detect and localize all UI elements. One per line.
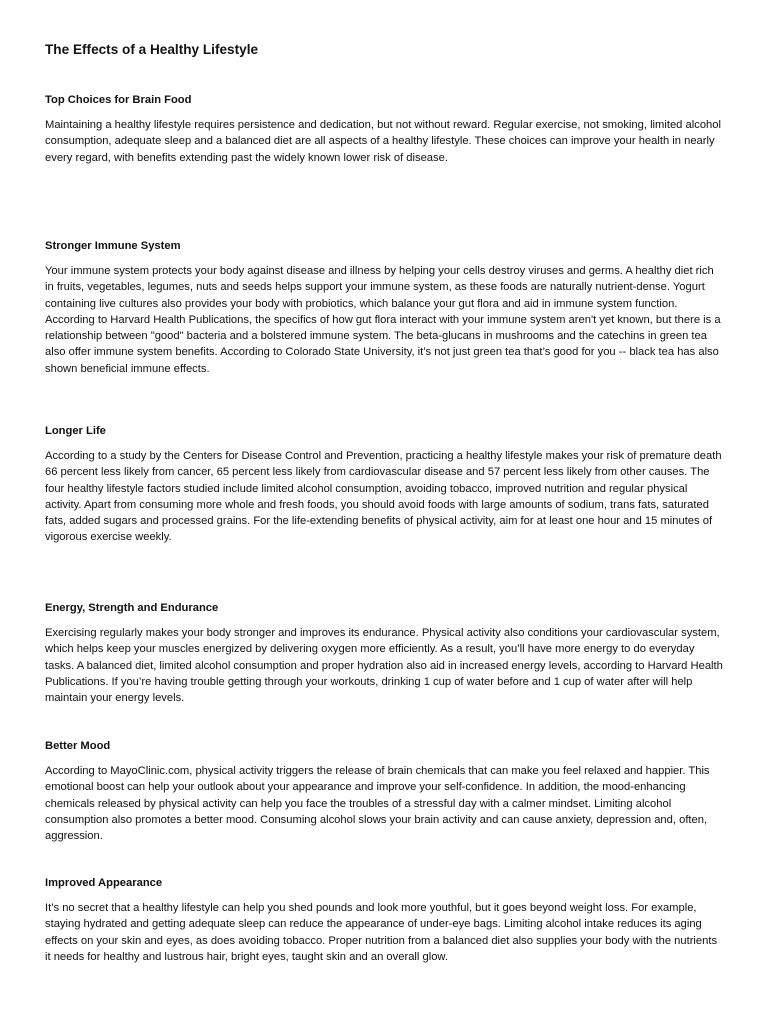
document-title: The Effects of a Healthy Lifestyle xyxy=(45,42,259,57)
section-immune-system xyxy=(45,238,725,377)
section-paragraph: According to MayoClinic.com, physical activity triggers the release of brain chemicals that can make you feel relaxed and happier. This emotional boost can help your outlook about your appearance and improve your self-confidence. In addition, the mood-enhancing chemicals released by physical activity can help you face the troubles of a stressful day with a calmer mindset. Limiting alcohol consumption also promotes a better mood. Consuming alcohol slows your brain activity and can cause anxiety, depression and, often, aggression. xyxy=(45,765,710,843)
section-paragraph: Your immune system protects your body against disease and illness by helping your cells destroy viruses and germs. A healthy diet rich in fruits, vegetables, legumes, nuts and seeds helps support your immune system, as these foods are naturally nutrient-dense. Yogurt containing live cultures also provides your body with probiotics, which balance your gut flora and aid in immune system function. According to Harvard Health Publications, the specifics of how gut flora interact with your immune system aren't yet known, but there is a relationship between "good" bacteria and a bolstered immune system. The beta-glucans in mushrooms and the catechins in green tea also offer immune system benefits. According to Colorado State University, it’s not just green tea that’s good for you -- black tea has also shown beneficial immune effects. xyxy=(45,265,721,375)
section-brain-food xyxy=(45,92,725,166)
section-paragraph: It’s no secret that a healthy lifestyle can help you shed pounds and look more youthful, but it goes beyond weight loss. For example, staying hydrated and getting adequate sleep can reduce the appearance of under-eye bags. Limiting alcohol intake reduces its aging effects on your skin and eyes, as does avoiding tobacco. Proper nutrition from a balanced diet also supplies your body with the nutrients it needs for healthy and lustrous hair, bright eyes, taught skin and an overall glow. xyxy=(45,902,718,963)
section-heading: Top Choices for Brain Food xyxy=(45,94,192,106)
section-heading: Stronger Immune System xyxy=(45,240,181,252)
section-paragraph: Exercising regularly makes your body stronger and improves its endurance. Physical activity also conditions your cardiovascular system, which helps keep your muscles energized by delivering oxygen more efficiently. As a result, you’ll have more energy to do everyday tasks. A balanced diet, limited alcohol consumption and proper hydration also aid in increased energy levels, according to Harvard Health Publications. If you’re having trouble getting through your workouts, drinking 1 cup of water before and 1 cup of water after will help maintain your energy levels. xyxy=(45,627,723,705)
section-heading: Improved Appearance xyxy=(45,877,163,889)
section-energy xyxy=(45,600,725,706)
section-paragraph: According to a study by the Centers for Disease Control and Prevention, practicing a healthy lifestyle makes your risk of premature death 66 percent less likely from cancer, 65 percent less likely from cardiovascular disease and 57 percent less likely from other causes. The four healthy lifestyle factors studied include limited alcohol consumption, avoiding tobacco, improved nutrition and regular physical activity. Apart from consuming more whole and fresh foods, you should avoid foods with large amounts of sodium, trans fats, saturated fats, added sugars and processed grains. For the life-extending benefits of physical activity, aim for at least one hour and 15 minutes of vigorous exercise weekly. xyxy=(45,450,722,544)
section-longer-life xyxy=(45,423,725,546)
section-heading: Energy, Strength and Endurance xyxy=(45,602,219,614)
section-better-mood xyxy=(45,738,725,844)
section-heading: Longer Life xyxy=(45,425,106,437)
section-heading: Better Mood xyxy=(45,740,111,752)
section-improved-appearance xyxy=(45,875,725,965)
section-paragraph: Maintaining a healthy lifestyle requires persistence and dedication, but not without reward. Regular exercise, not smoking, limited alcohol consumption, adequate sleep and a balanced diet are all aspects of a healthy lifestyle. These choices can improve your health in nearly every regard, with benefits extending past the widely known lower risk of disease. xyxy=(45,119,721,164)
